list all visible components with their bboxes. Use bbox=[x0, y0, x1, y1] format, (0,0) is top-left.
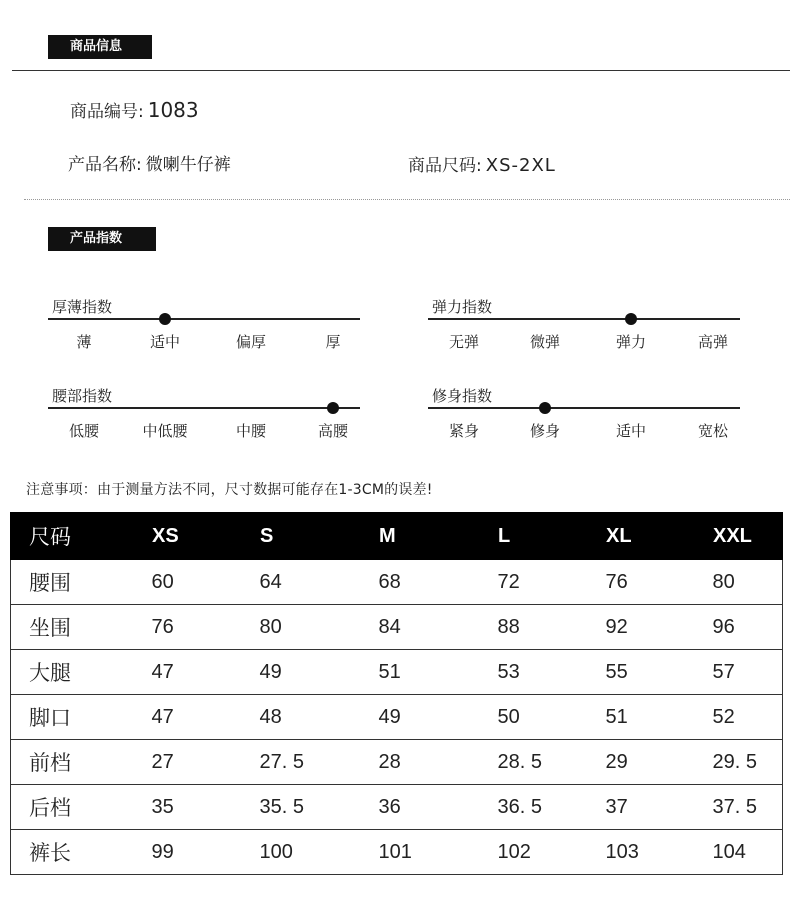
measurement-value-cell: 51 bbox=[361, 650, 480, 695]
measurement-value-cell: 76 bbox=[134, 605, 242, 650]
measurement-notice: 注意事项：由于测量方法不同，尺寸数据可能存在1-3CM的误差! bbox=[26, 482, 433, 498]
measurement-value-cell: 101 bbox=[361, 830, 480, 875]
measurement-value-cell: 76 bbox=[588, 560, 695, 605]
scale-level-label: 微弹 bbox=[529, 333, 560, 351]
measurement-value-cell: 72 bbox=[480, 560, 588, 605]
measurement-value-cell: 29 bbox=[588, 740, 695, 785]
measurement-value-cell: 68 bbox=[361, 560, 480, 605]
scale-level-label: 高腰 bbox=[317, 422, 348, 440]
measurement-value-cell: 99 bbox=[134, 830, 242, 875]
product-name-label: 产品名称: bbox=[68, 155, 142, 175]
product-code-label: 商品编号: bbox=[70, 102, 144, 122]
measurement-value-cell: 37 bbox=[588, 785, 695, 830]
scale-level-label: 弹力 bbox=[615, 333, 646, 351]
measurement-value-cell: 27 bbox=[134, 740, 242, 785]
measurement-value-cell: 96 bbox=[695, 605, 783, 650]
product-info-badge: 商品信息 bbox=[48, 35, 152, 59]
measurement-value-cell: 104 bbox=[695, 830, 783, 875]
measurement-value-cell: 60 bbox=[134, 560, 242, 605]
measurement-value-cell: 29. 5 bbox=[695, 740, 783, 785]
table-row bbox=[11, 830, 783, 875]
measurement-label-cell: 后档 bbox=[11, 785, 134, 830]
measurement-value-cell: 53 bbox=[480, 650, 588, 695]
size-header-cell: S bbox=[242, 513, 361, 560]
product-code-value: 1083 bbox=[147, 98, 199, 122]
measurement-value-cell: 28 bbox=[361, 740, 480, 785]
scale-track bbox=[428, 407, 740, 409]
dotted-divider bbox=[24, 199, 790, 200]
size-header-row bbox=[11, 513, 783, 560]
table-row bbox=[11, 695, 783, 740]
measurement-value-cell: 102 bbox=[480, 830, 588, 875]
product-size-value: XS-2XL bbox=[485, 155, 556, 176]
measurement-label-cell: 前档 bbox=[11, 740, 134, 785]
table-row bbox=[11, 740, 783, 785]
scale-title: 修身指数 bbox=[432, 387, 493, 405]
scale-indicator-dot bbox=[539, 402, 551, 414]
measurement-value-cell: 36 bbox=[361, 785, 480, 830]
scale-indicator-dot bbox=[159, 313, 171, 325]
scale-level-label: 厚 bbox=[325, 333, 341, 351]
size-header-cell: XXL bbox=[695, 513, 783, 560]
measurement-label-cell: 脚口 bbox=[11, 695, 134, 740]
size-column-header: 尺码 bbox=[11, 513, 134, 560]
scale-level-label: 中腰 bbox=[235, 422, 266, 440]
scale-track bbox=[428, 318, 740, 320]
scale-level-label: 薄 bbox=[76, 333, 92, 351]
measurement-value-cell: 49 bbox=[361, 695, 480, 740]
scale-level-label: 适中 bbox=[615, 422, 646, 440]
measurement-value-cell: 55 bbox=[588, 650, 695, 695]
table-row bbox=[11, 785, 783, 830]
measurement-value-cell: 50 bbox=[480, 695, 588, 740]
scale-level-label: 修身 bbox=[529, 422, 560, 440]
measurement-value-cell: 80 bbox=[242, 605, 361, 650]
scale-level-label: 适中 bbox=[149, 333, 180, 351]
measurement-value-cell: 48 bbox=[242, 695, 361, 740]
thickness-index-scale bbox=[48, 296, 360, 356]
size-chart-table bbox=[10, 512, 783, 875]
scale-level-label: 偏厚 bbox=[235, 333, 266, 351]
measurement-value-cell: 80 bbox=[695, 560, 783, 605]
scale-level-label: 高弹 bbox=[697, 333, 728, 351]
scale-level-label: 低腰 bbox=[68, 422, 99, 440]
measurement-value-cell: 35 bbox=[134, 785, 242, 830]
measurement-value-cell: 88 bbox=[480, 605, 588, 650]
scale-level-label: 无弹 bbox=[448, 333, 479, 351]
measurement-value-cell: 47 bbox=[134, 650, 242, 695]
measurement-value-cell: 100 bbox=[242, 830, 361, 875]
elasticity-index-scale bbox=[428, 296, 740, 356]
scale-title: 腰部指数 bbox=[52, 387, 113, 405]
measurement-value-cell: 47 bbox=[134, 695, 242, 740]
product-code-row bbox=[70, 97, 199, 122]
measurement-value-cell: 57 bbox=[695, 650, 783, 695]
product-name-row bbox=[68, 150, 231, 175]
measurement-label-cell: 大腿 bbox=[11, 650, 134, 695]
scale-track bbox=[48, 407, 360, 409]
scale-level-label: 宽松 bbox=[697, 422, 728, 440]
size-header-cell: M bbox=[361, 513, 480, 560]
product-size-row bbox=[408, 151, 556, 176]
measurement-value-cell: 36. 5 bbox=[480, 785, 588, 830]
scale-level-label: 中低腰 bbox=[142, 422, 188, 440]
measurement-value-cell: 37. 5 bbox=[695, 785, 783, 830]
measurement-value-cell: 64 bbox=[242, 560, 361, 605]
waist-index-scale bbox=[48, 385, 360, 445]
size-header-cell: L bbox=[480, 513, 588, 560]
scale-indicator-dot bbox=[625, 313, 637, 325]
measurement-value-cell: 51 bbox=[588, 695, 695, 740]
measurement-value-cell: 92 bbox=[588, 605, 695, 650]
product-size-label: 商品尺码: bbox=[408, 156, 482, 176]
product-name-value: 微喇牛仔裤 bbox=[145, 155, 231, 175]
size-header-cell: XL bbox=[588, 513, 695, 560]
scale-title: 厚薄指数 bbox=[52, 298, 113, 316]
size-header-cell: XS bbox=[134, 513, 242, 560]
measurement-value-cell: 103 bbox=[588, 830, 695, 875]
measurement-value-cell: 52 bbox=[695, 695, 783, 740]
measurement-value-cell: 35. 5 bbox=[242, 785, 361, 830]
measurement-value-cell: 84 bbox=[361, 605, 480, 650]
measurement-label-cell: 坐围 bbox=[11, 605, 134, 650]
product-index-badge: 产品指数 bbox=[48, 227, 156, 251]
fit-index-scale bbox=[428, 385, 740, 445]
measurement-value-cell: 27. 5 bbox=[242, 740, 361, 785]
measurement-value-cell: 28. 5 bbox=[480, 740, 588, 785]
table-row bbox=[11, 605, 783, 650]
measurement-label-cell: 裤长 bbox=[11, 830, 134, 875]
scale-title: 弹力指数 bbox=[432, 298, 493, 316]
measurement-value-cell: 49 bbox=[242, 650, 361, 695]
scale-track bbox=[48, 318, 360, 320]
scale-level-label: 紧身 bbox=[448, 422, 479, 440]
scale-indicator-dot bbox=[327, 402, 339, 414]
table-row bbox=[11, 650, 783, 695]
table-row bbox=[11, 560, 783, 605]
section-divider bbox=[12, 70, 790, 71]
measurement-label-cell: 腰围 bbox=[11, 560, 134, 605]
